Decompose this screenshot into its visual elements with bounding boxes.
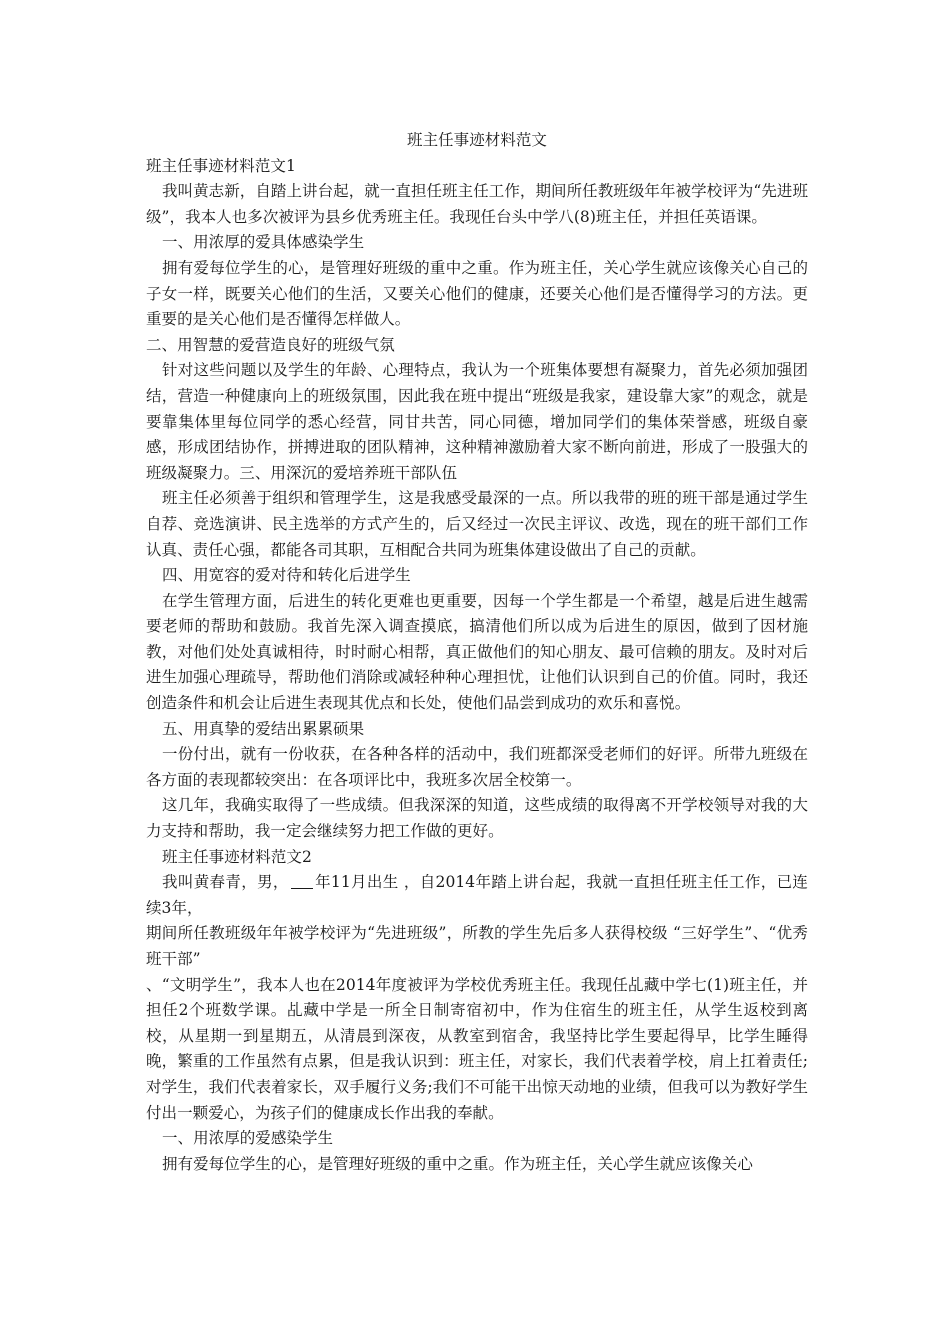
paragraph: 拥有爱每位学生的心，是管理好班级的重中之重。作为班主任，关心学生就应该像关心自己的子女一样，既要关心他们的生活，又要关心他们的健康，还要关心他们是否懂得学习的方法。更重要的是关心他们是否懂得怎样做人。 [146, 258, 808, 329]
paragraph: 班主任事迹材料范文1 [146, 156, 296, 175]
paragraph: 期间所任教班级年年被学校评为“先进班级”，所教的学生先后多人获得校级 “三好学生”、“优秀班干部” [146, 924, 808, 968]
section-one [146, 154, 808, 871]
paragraph: 、“文明学生”，我本人也在2014年度被评为学校优秀班主任。我现任乩藏中学七(1)班主任，并担任2个班数学课。乩藏中学是一所全日制寄宿初中，作为住宿生的班主任，从学生返校到离校，从星期一到星期五，从清晨到深夜，从教室到宿舍，我坚持比学生要起得早，比学生睡得晚，繁重的工作虽然有点累，但是我认识到：班主任，对家长，我们代表着学校，肩上扛着责任;对学生，我们代表着家长，双手履行义务;我们不可能干出惊天动地的业绩，但我可以为教好学生付出一颗爱心，为孩子们的健康成长作出我的奉献。 [146, 975, 808, 1122]
paragraph: 这几年，我确实取得了一些成绩。但我深深的知道，这些成绩的取得离不开学校领导对我的大力支持和帮助，我一定会继续努力把工作做的更好。 [146, 796, 808, 841]
paragraph: 五、用真挚的爱结出累累硕果 [162, 719, 365, 738]
paragraph: 一、用浓厚的爱感染学生 [162, 1129, 334, 1148]
paragraph: 二、用智慧的爱营造良好的班级气氛 [146, 335, 395, 354]
paragraph: 在学生管理方面，后进生的转化更难也更重要，因每一个学生都是一个希望，越是后进生越需要老师的帮助和鼓励。我首先深入调查摸底，搞清他们所以成为后进生的原因，做到了因材施教，对他们处处真诚相待，时时耐心相帮，真正做他们的知心朋友、最可信赖的朋友。及时对后进生加强心理疏导，帮助他们消除或减轻种种心理担忧，让他们认识到自己的价值。同时，我还创造条件和机会让后进生表现其优点和长处，使他们品尝到成功的欢乐和喜悦。 [146, 591, 808, 713]
paragraph: 四、用宽容的爱对待和转化后进学生 [162, 566, 411, 585]
paragraph: 一、用浓厚的爱具体感染学生 [162, 233, 365, 252]
paragraph-intro-2 [146, 870, 808, 921]
paragraph: 班主任必须善于组织和管理学生，这是我感受最深的一点。所以我带的班的班干部是通过学生自荐、竞选演讲、民主选举的方式产生的，后又经过一次民主评议、改选，现在的班干部们工作认真、责任心强，都能各司其职，互相配合共同为班集体建设做出了自己的贡献。 [146, 489, 808, 559]
paragraph: 一份付出，就有一份收获，在各种各样的活动中，我们班都深受老师们的好评。所带九班级在各方面的表现都较突出：在各项评比中，我班多次居全校第一。 [146, 745, 808, 789]
intro-2-before: 我叫黄春青，男， [162, 873, 289, 892]
document-body [146, 128, 808, 1177]
section-two [146, 921, 808, 1177]
intro-2-after: 年11月出生 ，自2014年踏上讲台起，我就一直担任班主任工作，已连续3年， [146, 873, 808, 917]
document-title: 班主任事迹材料范文 [407, 131, 547, 149]
paragraph: 我叫黄志新，自踏上讲台起，就一直担任班主任工作，期间所任教班级年年被学校评为“先进班级”，我本人也多次被评为县乡优秀班主任。我现任台头中学八(8)班主任，并担任英语课。 [146, 182, 808, 226]
paragraph: 针对这些问题以及学生的年龄、心理特点，我认为一个班集体要想有凝聚力，首先必须加强团结，营造一种健康向上的班级氛围，因此我在班中提出“班级是我家，建设靠大家”的观念，就是要靠集体里每位同学的悉心经营，同甘共苦，同心同德，增加同学们的集体荣誉感，班级自豪感，形成团结协作，拼搏进取的团队精神，这种精神激励着大家不断向前进，形成了一股强大的班级凝聚力。三、用深沉的爱培养班干部队伍 [146, 361, 808, 482]
paragraph: 班主任事迹材料范文2 [162, 847, 312, 866]
paragraph: 拥有爱每位学生的心，是管理好班级的重中之重。作为班主任，关心学生就应该像关心 [162, 1154, 753, 1173]
blank-year-field [291, 874, 313, 889]
